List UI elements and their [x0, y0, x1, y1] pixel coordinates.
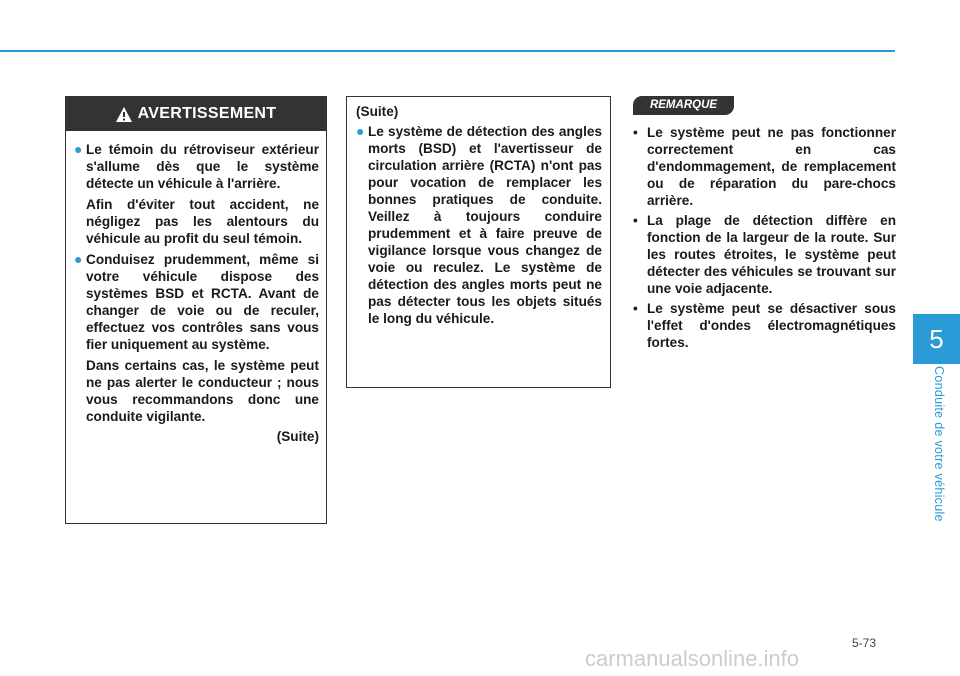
note-item-text: La plage de détection diffère en fonction de la largeur de la route. Sur les routes étroites, le système peut détecter des véhicules se trouvant sur une voie adjacente.: [647, 213, 896, 296]
warning-triangle-icon: [116, 107, 132, 122]
note-list: [633, 124, 896, 354]
warning-title: AVERTISSEMENT: [137, 105, 277, 122]
page-number: 5-73: [852, 636, 877, 650]
bullet-icon: ●: [74, 141, 83, 157]
note-item-text: Le système peut se désactiver sous l'effet d'ondes électromagnétiques fortes.: [647, 301, 896, 350]
warning-item: [74, 251, 319, 353]
continuation-item: [356, 123, 602, 327]
watermark: carmanualsonline.info: [585, 646, 800, 671]
warning-item: [74, 141, 319, 192]
note-item: [633, 212, 896, 297]
bullet-icon: ●: [356, 123, 365, 139]
continuation-item-text: Le système de détection des angles morts (BSD) et l'avertisseur de circulation arrière (RCTA) n'ont pas pour vocation de remplacer les bonnes pratiques de conduite. Veillez à toujours conduire prudemment et à faire preuve de vigilance lorsque vous changez de voie ou reculez. Le système de détection des angles morts peut ne pas détecter tous les objets situés le long du véhicule.: [368, 124, 602, 326]
bullet-icon: •: [633, 301, 638, 316]
continuation-box: [346, 96, 611, 388]
bullet-icon: •: [633, 213, 638, 228]
bullet-icon: ●: [74, 251, 83, 267]
continued-label: (Suite): [276, 429, 319, 444]
warning-item-text: Dans certains cas, le système peut ne pas alerter le conducteur ; nous vous recommandons donc une conduite vigilante.: [86, 358, 319, 424]
warning-item-text: Le témoin du rétroviseur extérieur s'allume dès que le système détecte un véhicule à l'arrière.: [86, 142, 319, 191]
bullet-icon: •: [633, 125, 638, 140]
warning-box: [65, 96, 327, 524]
chapter-tab[interactable]: 5: [913, 314, 960, 364]
warning-item-text: Afin d'éviter tout accident, ne négligez pas les alentours du véhicule au profit du seul témoin.: [86, 197, 319, 246]
note-item: [633, 300, 896, 351]
header-rule: [0, 50, 895, 52]
chapter-title: Conduite de votre véhicule: [932, 366, 946, 522]
continuation-heading: (Suite): [356, 104, 399, 119]
note-item: [633, 124, 896, 209]
warning-item-text: Conduisez prudemment, même si votre véhicule dispose des systèmes BSD et RCTA. Avant de changer de voie ou de reculer, effectuez vos contrôles sans vous fier uniquement au système.: [86, 252, 319, 352]
warning-header: [66, 97, 326, 131]
note-badge: REMARQUE: [633, 96, 734, 115]
note-item-text: Le système peut ne pas fonctionner correctement en cas d'endommagement, de remplacement ou de réparation du pare-chocs arrière.: [647, 125, 896, 208]
